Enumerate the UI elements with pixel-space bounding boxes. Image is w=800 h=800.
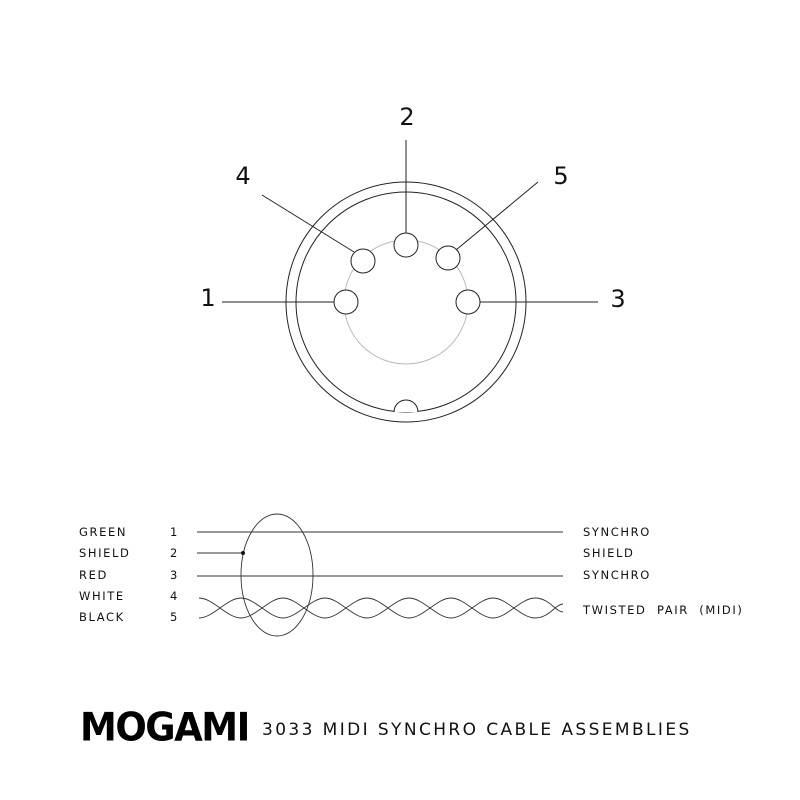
wire-pin-number: 1 (170, 525, 179, 539)
pin-label-3: 3 (610, 285, 626, 313)
wire-signal-label: SHIELD (583, 546, 635, 560)
twisted-pair-label: TWISTED PAIR (MIDI) (583, 603, 744, 617)
wire-color-label: RED (79, 568, 108, 582)
wire-pin-number: 4 (170, 589, 179, 603)
shield-junction-dot (241, 551, 245, 555)
pin-leader-lines (222, 140, 598, 302)
wire-pin-number: 2 (170, 546, 179, 560)
wire-signal-label: SYNCHRO (583, 525, 651, 539)
pin-label-4: 4 (235, 162, 251, 190)
pin-1 (334, 290, 358, 314)
wiring-schematic (79, 514, 743, 636)
pin-4 (351, 249, 375, 273)
pin-3 (456, 290, 480, 314)
wire-color-label: BLACK (79, 610, 125, 624)
wire-color-label: SHIELD (79, 546, 131, 560)
pin-label-1: 1 (200, 284, 216, 312)
wire-signal-label: SYNCHRO (583, 568, 651, 582)
wire-color-label: WHITE (79, 589, 125, 603)
leader-pin-4 (262, 195, 354, 252)
twisted-pair-wire-b (199, 598, 563, 618)
connector-key-notch (394, 400, 418, 412)
twisted-pair-wire-a (199, 598, 563, 618)
mogami-logo: MOGAMI (80, 704, 249, 750)
pin-label-5: 5 (553, 162, 569, 190)
wire-pin-number: 5 (170, 610, 179, 624)
pin-2 (394, 233, 418, 257)
page-title: 3033 MIDI SYNCHRO CABLE ASSEMBLIES (262, 720, 692, 740)
wire-pin-number: 3 (170, 568, 179, 582)
wire-color-label: GREEN (79, 525, 128, 539)
pin-label-2: 2 (399, 103, 415, 131)
